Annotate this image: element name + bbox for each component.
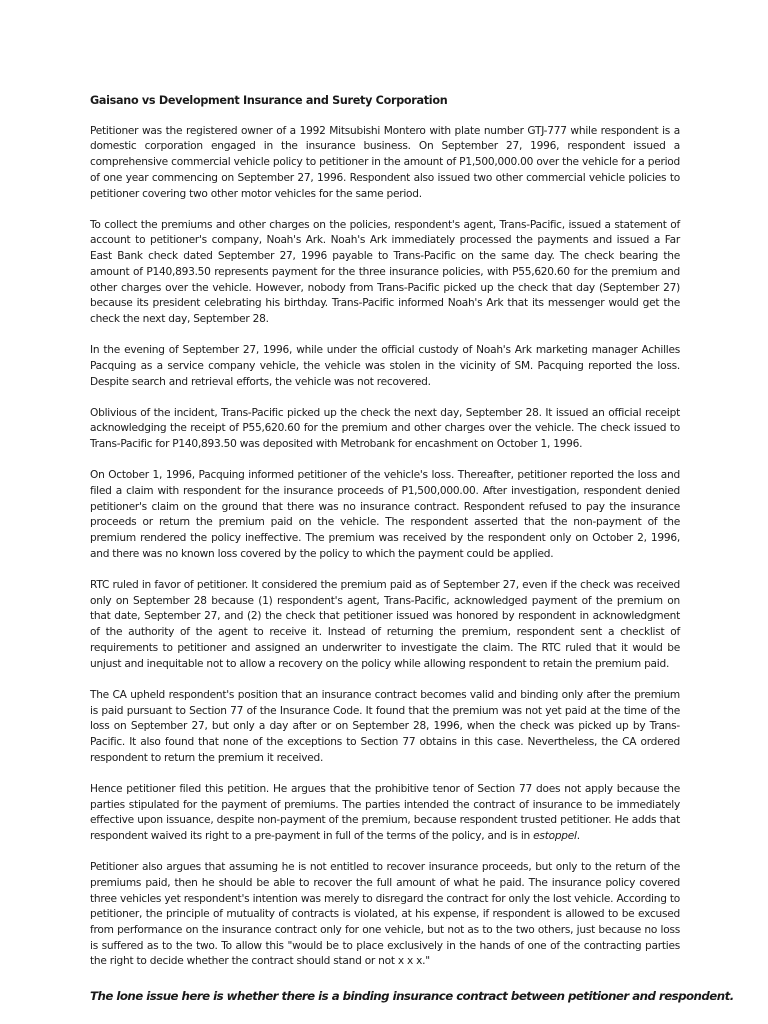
- paragraph-ca-ruling: The CA upheld respondent's position that an insurance contract becomes valid and binding only after the premium is paid pursuant to Section 77 of the Insurance Code. It found that the premium was not yet paid at the time of the loss on September 27, but only a day after or on September 28, 1996, when the check was picked up by Trans-Pacific. It also found that none of the exceptions to Section 77 obtains in this case. Nevertheless, the CA ordered respondent to return the premium it received.: [90, 688, 680, 764]
- issue-statement: The lone issue here is whether there is a binding insurance contract between petitioner and respondent.: [90, 989, 734, 1004]
- document-page: [90, 93, 734, 1005]
- paragraph-facts: Petitioner was the registered owner of a 1992 Mitsubishi Montero with plate number GTJ-777 while respondent is a domestic corporation engaged in the insurance business. On September 27, 1996, respondent issued a comprehensive commercial vehicle policy to petitioner in the amount of P1,500,000.00 over the vehicle for a period of one year commencing on September 27, 1996. Respondent also issued two other commercial vehicle policies to petitioner covering two other motor vehicles for the same period.: [90, 124, 680, 200]
- paragraph-text-end: .: [576, 829, 580, 842]
- paragraph-claim-denial: On October 1, 1996, Pacquing informed petitioner of the vehicle's loss. Thereafter, petitioner reported the loss and filed a claim with respondent for the insurance proceeds of P1,500,000.00. After investigation, respondent denied petitioner's claim on the ground that there was no insurance contract. Respondent refused to pay the insurance proceeds or return the premium paid on the vehicle. The respondent asserted that the non-payment of the premium rendered the policy ineffective. The premium was received by the respondent only on October 2, 1996, and there was no known loss covered by the policy to which the payment could be applied.: [90, 469, 680, 560]
- paragraph-text: Hence petitioner filed this petition. He argues that the prohibitive tenor of Section 77 does not apply because the parties stipulated for the payment of premiums. The parties intended the contract of insurance to be immediately effective upon issuance, despite non-payment of the premium, because respondent trusted petitioner. He adds that respondent waived its right to a pre-payment in full of the terms of the policy, and is in: [90, 782, 680, 842]
- paragraph-petition-arguments: [90, 782, 680, 845]
- paragraph-check-pickup: Oblivious of the incident, Trans-Pacific picked up the check the next day, September 28. It issued an official receipt acknowledging the receipt of P55,620.60 for the premium and other charges over the vehicle. The check issued to Trans-Pacific for P140,893.50 was deposited with Metrobank for encashment on October 1, 1996.: [90, 406, 680, 451]
- paragraph-vehicle-theft: In the evening of September 27, 1996, while under the official custody of Noah's Ark marketing manager Achilles Pacquing as a service company vehicle, the vehicle was stolen in the vicinity of SM. Pacquing reported the loss. Despite search and retrieval efforts, the vehicle was not recovered.: [90, 344, 680, 388]
- paragraph-rtc-ruling: RTC ruled in favor of petitioner. It considered the premium paid as of September 27, even if the check was received only on September 28 because (1) respondent's agent, Trans-Pacific, acknowledged payment of the premium on that date, September 27, and (2) the check that petitioner issued was honored by respondent in acknowledgment of the authority of the agent to receive it. Instead of returning the premium, respondent sent a checklist of requirements to petitioner and assigned an underwriter to investigate the claim. The RTC ruled that it would be unjust and inequitable not to allow a recovery on the policy while allowing respondent to retain the premium paid.: [90, 579, 680, 670]
- paragraph-premium-collection: To collect the premiums and other charges on the policies, respondent's agent, Trans-Pacific, issued a statement of account to petitioner's company, Noah's Ark. Noah's Ark immediately processed the payments and issued a Far East Bank check dated September 27, 1996 payable to Trans-Pacific on the same day. The check bearing the amount of P140,893.50 represents payment for the three insurance policies, with P55,620.60 for the premium and other charges over the vehicle. However, nobody from Trans-Pacific picked up the check that day (September 27) because its president celebrating his birthday. Trans-Pacific informed Noah's Ark that its messenger would get the check the next day, September 28.: [90, 218, 680, 325]
- paragraph-mutuality-argument: Petitioner also argues that assuming he is not entitled to recover insurance proceeds, but only to the return of the premiums paid, then he should be able to recover the full amount of what he paid. The insurance policy covered three vehicles yet respondent's intention was merely to disregard the contract for only the lost vehicle. According to petitioner, the principle of mutuality of contracts is violated, at his expense, if respondent is allowed to be excused from performance on the insurance contract only for one vehicle, but not as to the two others, just because no loss is suffered as to the two. To allow this "would be to place exclusively in the hands of one of the contracting parties the right to decide whether the contract should stand or not x x x.": [90, 861, 680, 968]
- emphasis-estoppel: estoppel: [533, 829, 577, 842]
- document-title: Gaisano vs Development Insurance and Surety Corporation: [90, 94, 448, 107]
